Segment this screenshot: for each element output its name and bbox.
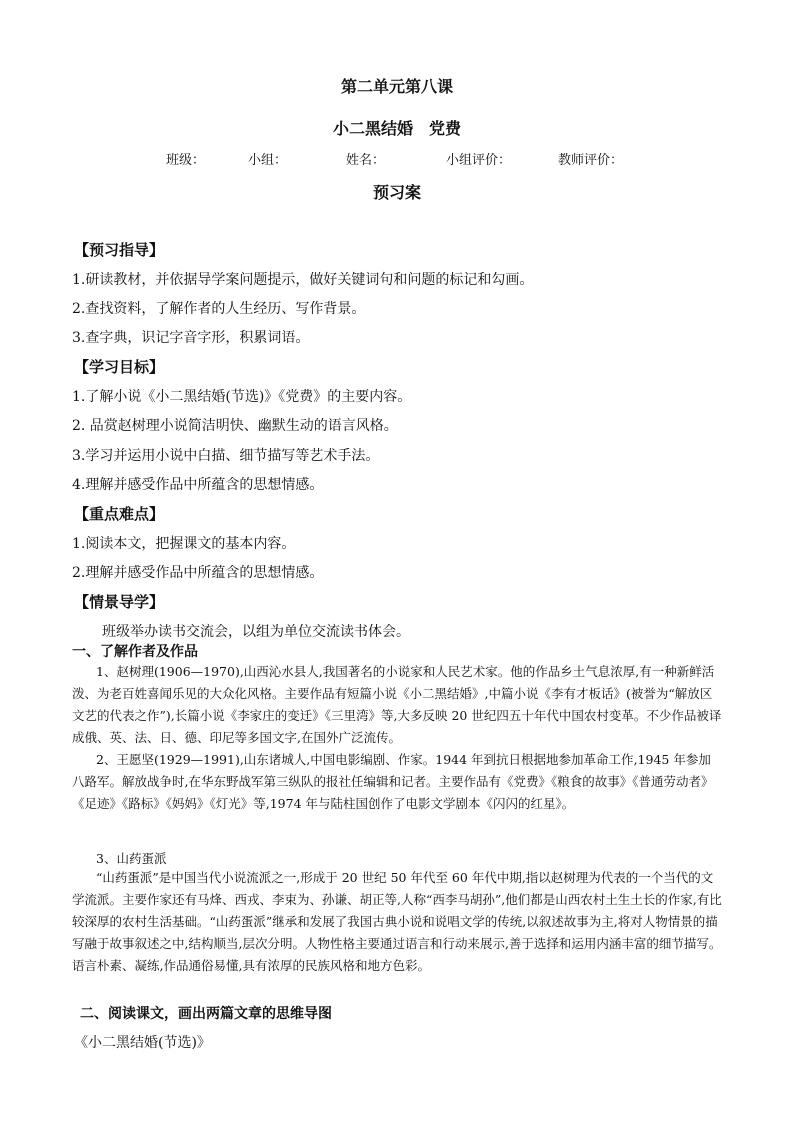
guide-heading: 【预习指导】	[74, 241, 165, 259]
focus-item: 1.阅读本文，把握课文的基本内容。	[72, 536, 296, 552]
lesson-title: 小二黑结婚 党费	[332, 119, 461, 138]
goal-item: 1.了解小说《小二黑结婚(节选)》《党费》的主要内容。	[72, 389, 412, 405]
goal-item: 2. 品赏赵树理小说简洁明快、幽默生动的语言风格。	[72, 418, 398, 434]
shanyaodan-paragraph: “山药蛋派”是中国当代小说流派之一,形成于 20 世纪 50 年代至 60 年代中期,指以赵树理为代表的一个当代的文学流派。主要作家还有马烽、西戎、李束为、孙谦、胡正等,人称“西李马胡孙”,他们都是山西农村土生土长的作家,有比较深厚的农村生活基础。“山药蛋派”继承和发展了我国古典小说和说唱文学的传统,以叙述故事为主,将对人物情景的描写融于故事叙述之中,结构顺当,层次分明。人物性格主要通过语言和行动来展示,善于选择和运用内涵丰富的细节描写。语言朴素、凝练,作品通俗易懂,具有浓厚的民族风格和地方色彩。	[72, 870, 722, 973]
focus-heading: 【重点难点】	[74, 505, 165, 523]
part1-heading: 一、了解作者及作品	[72, 644, 198, 660]
part2-subtitle: 《小二黑结婚(节选)》	[74, 1035, 211, 1051]
name-field-label: 姓名：	[346, 153, 386, 168]
part2-heading: 二、阅读课文，画出两篇文章的思维导图	[80, 1006, 332, 1022]
goal-item: 4.理解并感受作品中所蕴含的思想情感。	[72, 477, 324, 493]
group-eval-field-label: 小组评价：	[446, 153, 512, 168]
shanyaodan-title: 3、山药蛋派	[96, 851, 167, 866]
focus-item: 2.理解并感受作品中所蕴含的思想情感。	[72, 565, 324, 581]
teacher-eval-field-label: 教师评价：	[558, 153, 624, 168]
guide-item: 3.查字典，识记字音字形，积累词语。	[72, 330, 310, 346]
scene-heading: 【情景导学】	[74, 593, 165, 611]
class-field-label: 班级：	[166, 153, 206, 168]
guide-item: 2.查找资料，了解作者的人生经历、写作背景。	[72, 301, 366, 317]
scene-text: 班级举办读书交流会，以组为单位交流读书体会。	[102, 624, 410, 640]
unit-title: 第二单元第八课	[340, 77, 453, 96]
goals-heading: 【学习目标】	[74, 358, 165, 376]
author-wang-yuanjian-paragraph: 2、王愿坚(1929—1991),山东诸城人,中国电影编剧、作家。1944 年到抗日根据地参加革命工作,1945 年参加八路军。解放战争时,在华东野战军第三纵队的报社任编辑和记者。主要作品有《党费》《粮食的故事》《普通劳动者》《足迹》《路标》《妈妈》《灯光》等,1974 年与陆柱国创作了电影文学剧本《闪闪的红星》。	[72, 752, 714, 811]
goal-item: 3.学习并运用小说中白描、细节描写等艺术手法。	[72, 448, 380, 464]
guide-item: 1.研读教材，并依据导学案问题提示，做好关键词句和问题的标记和勾画。	[72, 272, 534, 288]
author-zhao-shuli-paragraph: 1、赵树理(1906—1970),山西沁水县人,我国著名的小说家和人民艺术家。他的作品乡土气息浓厚,有一种新鲜活泼、为老百姓喜闻乐见的大众化风格。主要作品有短篇小说《小二黑结婚》,中篇小说《李有才板话》(被誉为“解放区文艺的代表之作”),长篇小说《李家庄的变迁》《三里湾》等,大多反映 20 世纪四五十年代中国农村变革。不少作品被译成俄、英、法、日、德、印尼等多国文字,在国外广泛流传。	[72, 664, 722, 745]
case-title: 预习案	[372, 183, 421, 202]
group-field-label: 小组：	[248, 153, 288, 168]
